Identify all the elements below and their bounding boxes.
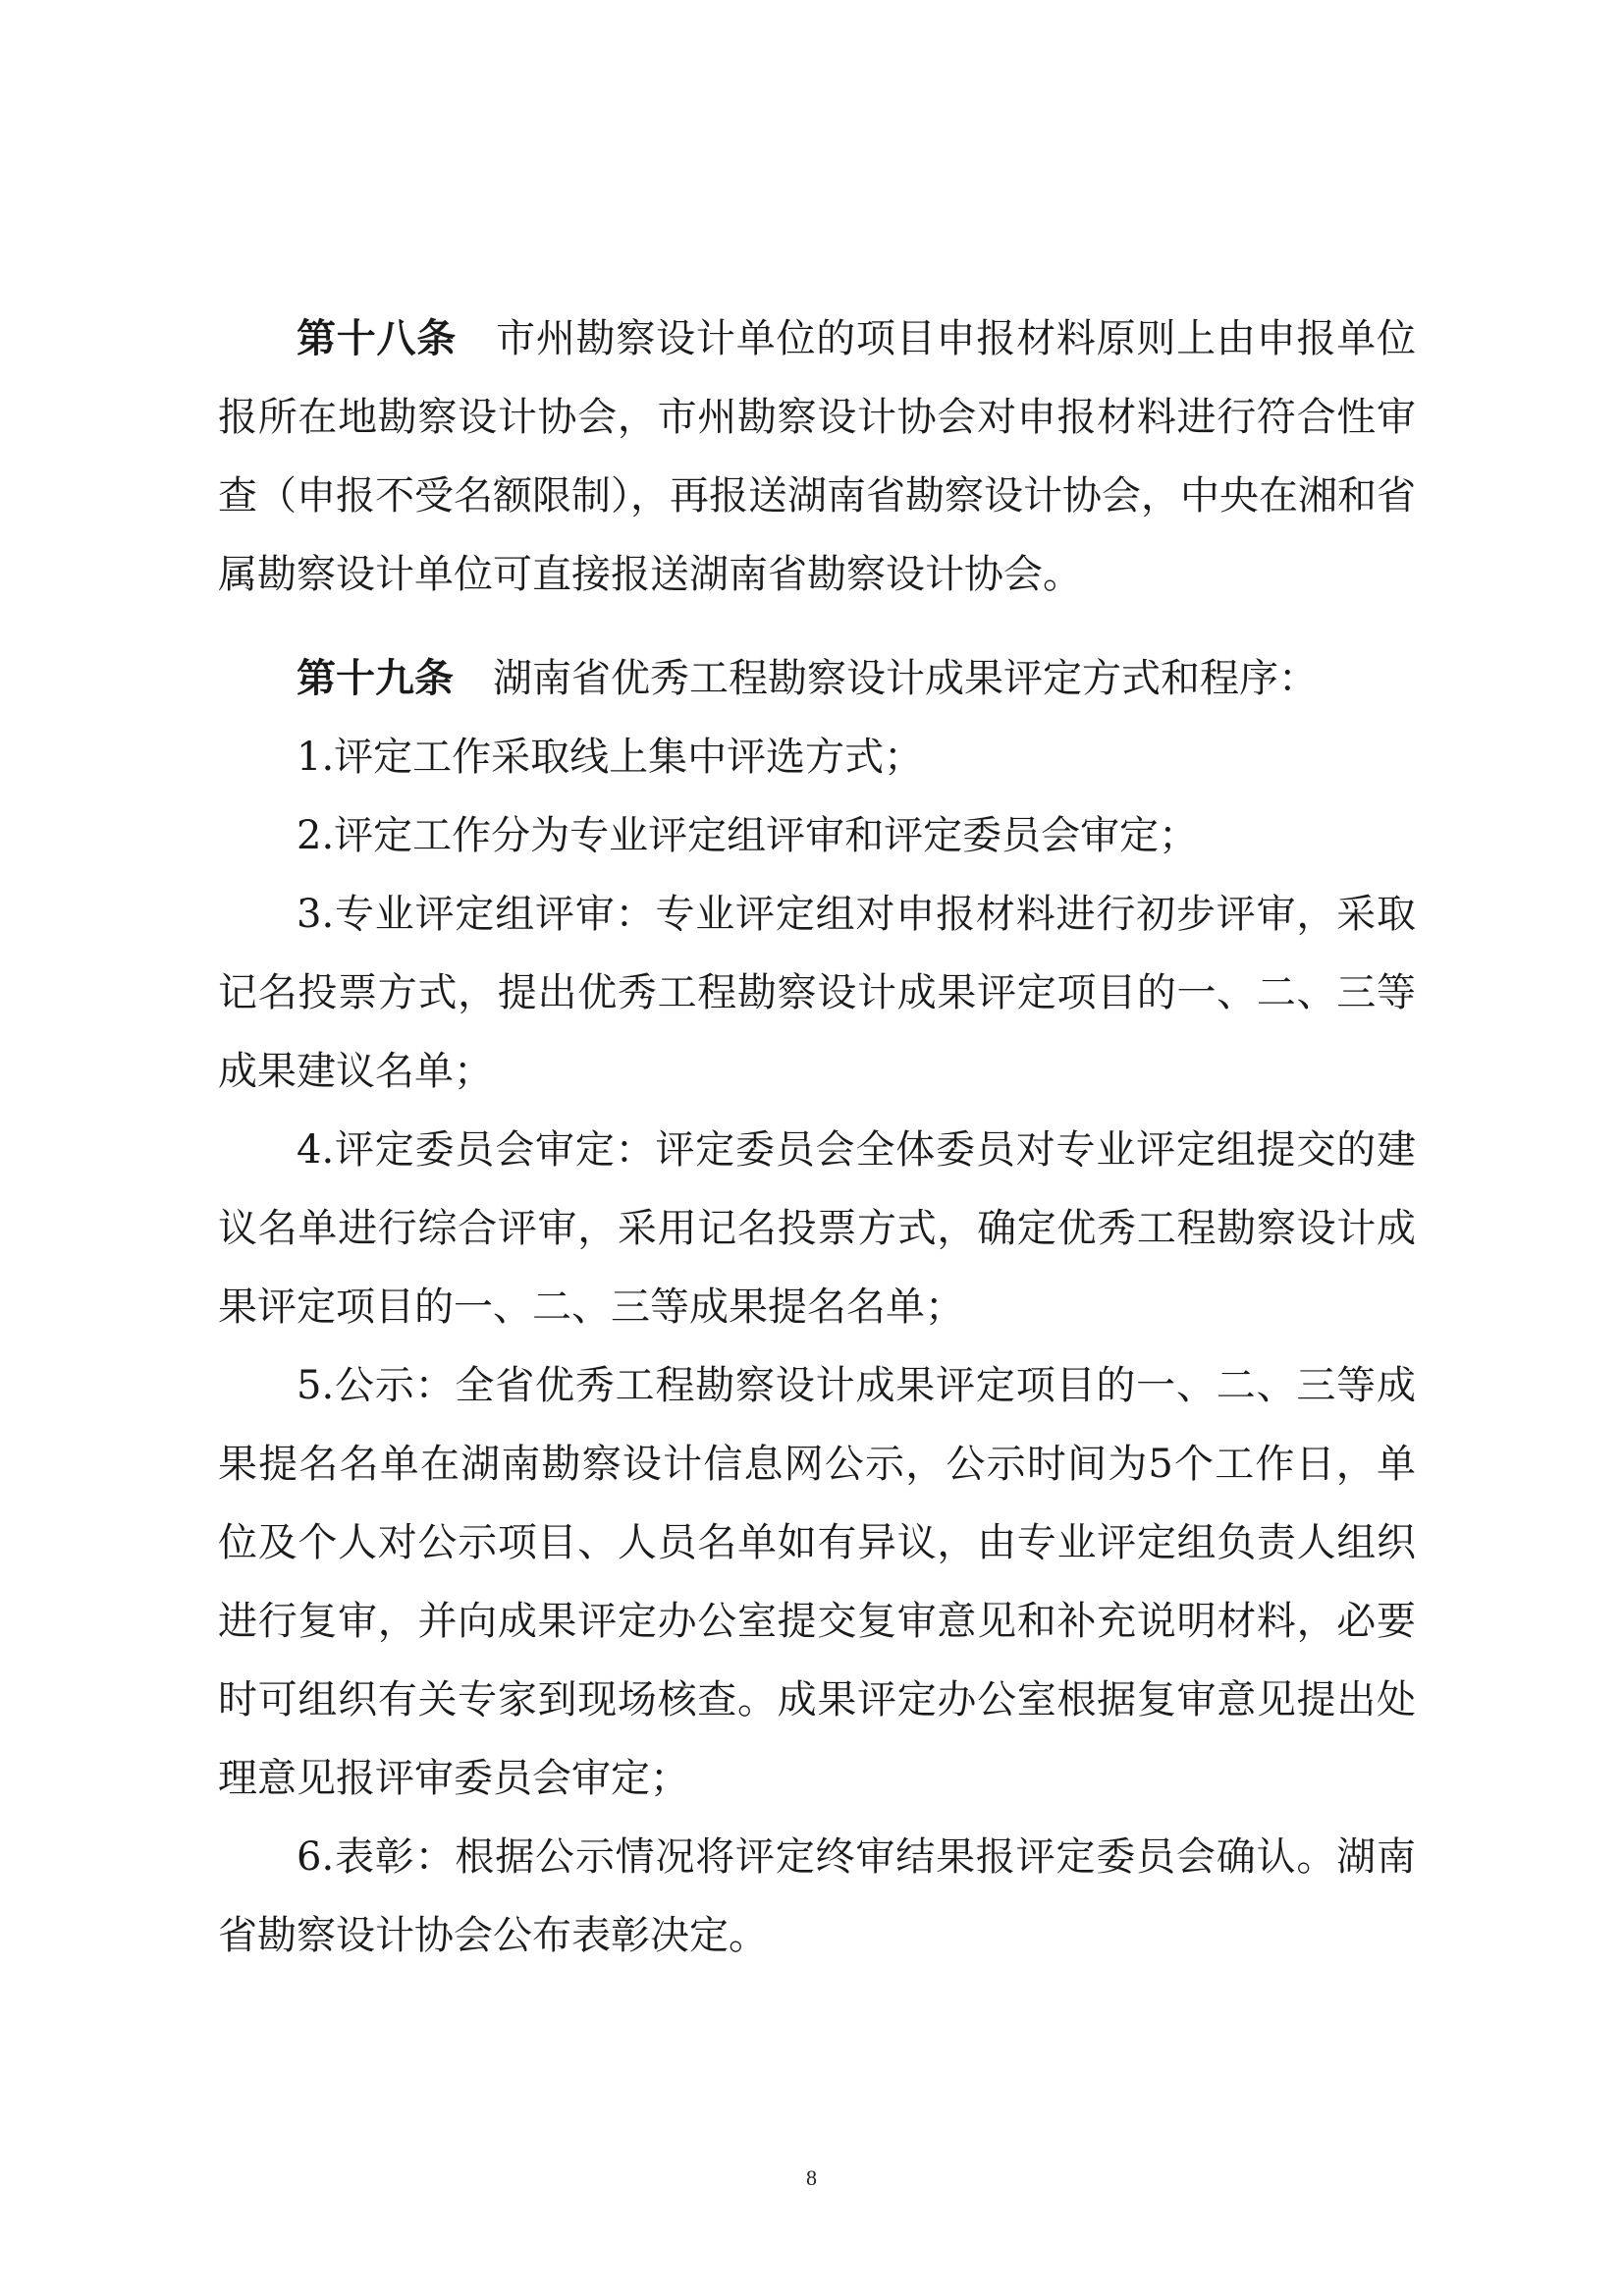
article-19-item: 4.评定委员会审定：评定委员会全体委员对专业评定组提交的建议名单进行综合评审，采用记名投票方式，确定优秀工程勘察设计成果评定项目的一、二、三等成果提名名单； bbox=[218, 1127, 1416, 1330]
article-19-label: 第十九条 bbox=[297, 656, 454, 701]
article-19-text: 湖南省优秀工程勘察设计成果评定方式和程序： bbox=[493, 656, 1318, 701]
article-18-text: 市州勘察设计单位的项目申报材料原则上由申报单位报所在地勘察设计协会，市州勘察设计协会对申报材料进行符合性审查（申报不受名额限制），再报送湖南省勘察设计协会，中央在湘和省属勘察设计单位可直接报送湖南省勘察设计协会。 bbox=[218, 316, 1417, 597]
document-body bbox=[218, 300, 1416, 1975]
page-number: 8 bbox=[806, 2165, 817, 2190]
article-18-paragraph bbox=[218, 300, 1416, 614]
article-19-item: 2.评定工作分为专业评定组评审和评定委员会审定； bbox=[297, 813, 1199, 858]
article-19-item: 6.表彰：根据公示情况将评定终审结果报评定委员会确认。湖南省勘察设计协会公布表彰决定。 bbox=[218, 1834, 1416, 1958]
article-18-label: 第十八条 bbox=[297, 316, 458, 361]
paragraph-gap bbox=[218, 614, 1416, 639]
article-19-paragraph bbox=[218, 639, 1416, 718]
article-19-item: 1.评定工作采取线上集中评选方式； bbox=[297, 735, 924, 780]
article-19-item: 5.公示：全省优秀工程勘察设计成果评定项目的一、二、三等成果提名名单在湖南勘察设计信息网公示，公示时间为5个工作日，单位及个人对公示项目、人员名单如有异议，由专业评定组负责人组织进行复审，并向成果评定办公室提交复审意见和补充说明材料，必要时可组织有关专家到现场核查。成果评定办公室根据复审意见提出处理意见报评审委员会审定； bbox=[218, 1363, 1416, 1801]
article-19-item: 3.专业评定组评审：专业评定组对申报材料进行初步评审，采取记名投票方式，提出优秀工程勘察设计成果评定项目的一、二、三等成果建议名单； bbox=[218, 892, 1416, 1094]
